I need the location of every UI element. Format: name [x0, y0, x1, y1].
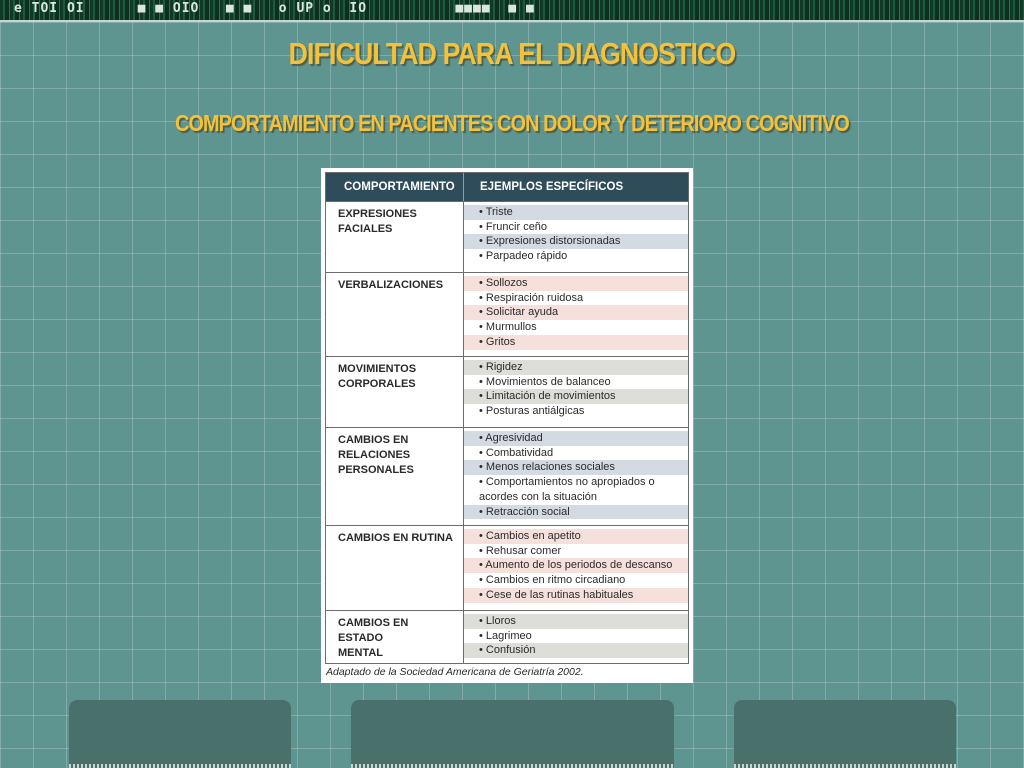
examples-cell [464, 273, 688, 356]
examples-cell [464, 357, 688, 427]
example-item: • Rehusar comer [464, 544, 688, 559]
bottom-tab-left [69, 700, 291, 768]
behavior-table [325, 172, 689, 664]
bottom-tab-right [734, 700, 956, 768]
header-examples: EJEMPLOS ESPECÍFICOS [480, 181, 624, 193]
example-item: • Combatividad [464, 446, 688, 461]
example-item: • Comportamientos no apropiados o acordes con la situación [464, 475, 688, 504]
examples-cell [464, 202, 688, 272]
table-group-facial [326, 201, 688, 272]
example-item: • Cese de las rutinas habituales [464, 588, 688, 603]
slide-title: DIFICULTAD PARA EL DIAGNOSTICO [288, 36, 736, 71]
example-item: • Cambios en ritmo circadiano [464, 573, 688, 588]
example-item: • Solicitar ayuda [464, 305, 688, 320]
example-item: • Expresiones distorsionadas [464, 234, 688, 249]
example-item: • Fruncir ceño [464, 220, 688, 235]
example-item: • Agresividad [464, 431, 688, 446]
example-item: • Rigidez [464, 360, 688, 375]
category-cell: CAMBIOS EN RELACIONES PERSONALES [326, 428, 464, 525]
example-item: • Aumento de los periodos de descanso [464, 558, 688, 573]
example-item: • Retracción social [464, 505, 688, 520]
table-group-verbal [326, 272, 688, 356]
bottom-tab-center [351, 700, 674, 768]
example-item: • Sollozos [464, 276, 688, 291]
table-header-row [326, 173, 688, 201]
example-item: • Cambios en apetito [464, 529, 688, 544]
example-item: • Gritos [464, 335, 688, 350]
example-item: • Limitación de movimientos [464, 389, 688, 404]
examples-cell [464, 526, 688, 610]
category-cell: CAMBIOS EN ESTADO MENTAL [326, 611, 464, 663]
table-group-body [326, 356, 688, 427]
behavior-table-card [321, 168, 693, 683]
table-group-routine [326, 525, 688, 610]
example-item: • Parpadeo rápido [464, 249, 688, 264]
example-item: • Respiración ruidosa [464, 291, 688, 306]
top-circuit-banner [0, 0, 1024, 22]
category-cell: VERBALIZACIONES [326, 273, 464, 356]
example-item: • Murmullos [464, 320, 688, 335]
table-source-caption: Adaptado de la Sociedad Americana de Geriatría 2002. [326, 666, 584, 678]
header-behavior: COMPORTAMIENTO [326, 173, 464, 201]
example-item: • Confusión [464, 643, 688, 658]
examples-cell [464, 611, 688, 663]
slide-subtitle: COMPORTAMIENTO EN PACIENTES CON DOLOR Y DETERIORO COGNITIVO [175, 110, 849, 136]
category-cell: EXPRESIONES FACIALES [326, 202, 464, 272]
example-item: • Movimientos de balanceo [464, 375, 688, 390]
example-item: • Lloros [464, 614, 688, 629]
example-item: • Triste [464, 205, 688, 220]
example-item: • Lagrimeo [464, 629, 688, 644]
examples-cell [464, 428, 688, 525]
table-group-mental [326, 610, 688, 663]
banner-code-text: e TOI OI ■ ■ OIO ■ ■ o UP o IO ■■■■ ■ ■ [14, 1, 535, 16]
table-group-relations [326, 427, 688, 525]
example-item: • Menos relaciones sociales [464, 460, 688, 475]
category-cell: CAMBIOS EN RUTINA [326, 526, 464, 610]
example-item: • Posturas antiálgicas [464, 404, 688, 419]
category-cell: MOVIMIENTOS CORPORALES [326, 357, 464, 427]
